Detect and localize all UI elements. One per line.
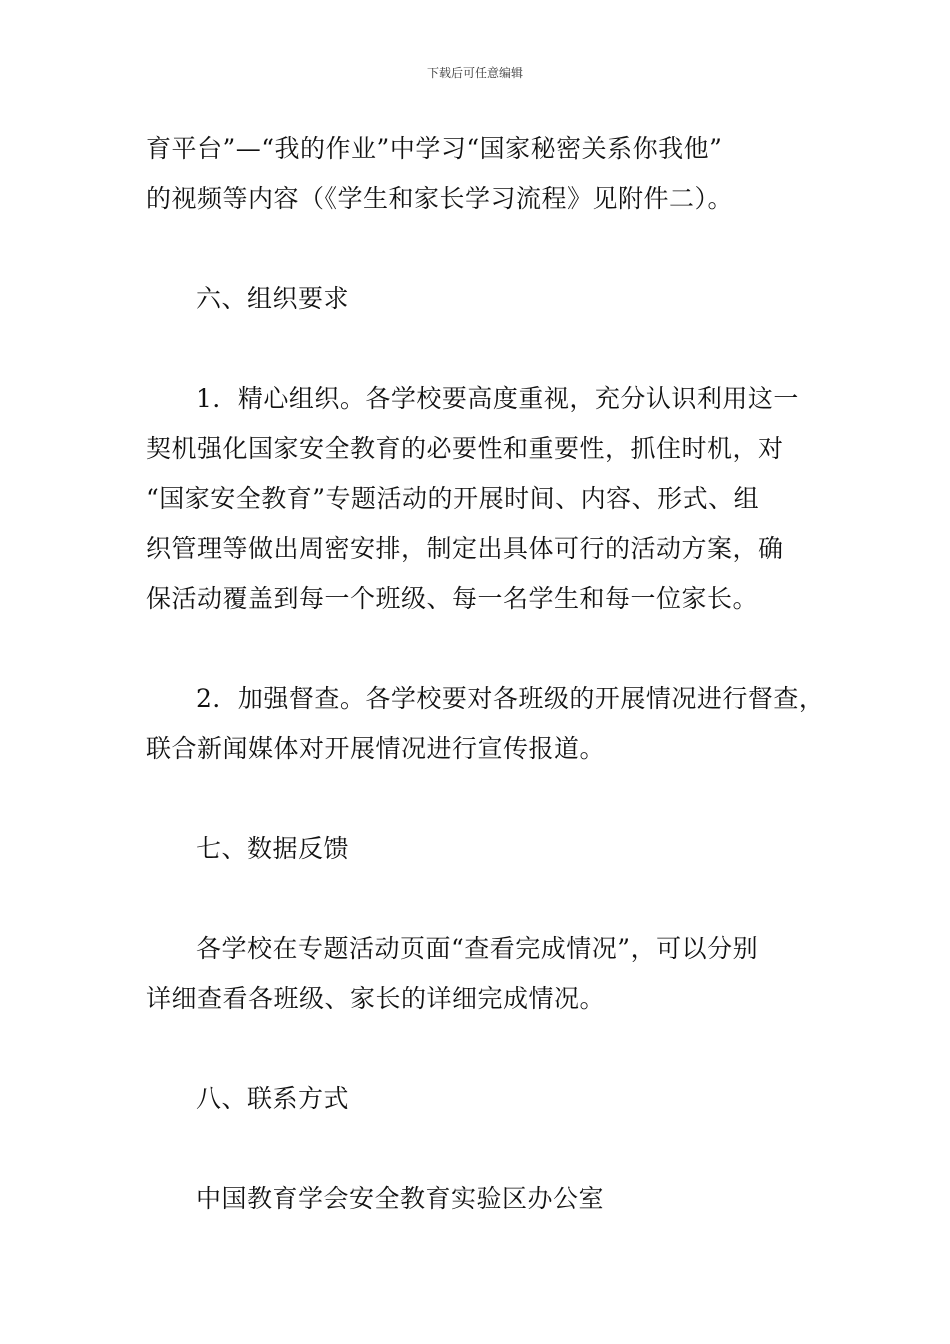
text-line: 契机强化国家安全教育的必要性和重要性，抓住时机，对 <box>146 434 784 463</box>
text-line: 详细查看各班级、家长的详细完成情况。 <box>146 984 606 1013</box>
text-line: 1．精心组织。各学校要高度重视，充分认识利用这一 <box>196 384 799 413</box>
section-heading-contact <box>146 1074 826 1124</box>
paragraph-careful-organization <box>146 374 826 624</box>
text-line: 联合新闻媒体对开展情况进行宣传报道。 <box>146 734 606 763</box>
text-line: “国家安全教育”专题活动的开展时间、内容、形式、组 <box>146 484 760 513</box>
text-line: 保活动覆盖到每一个班级、每一名学生和每一位家长。 <box>146 584 759 613</box>
paragraph-contact-office <box>146 1174 826 1224</box>
heading-text: 八、联系方式 <box>196 1084 350 1113</box>
paragraph-supervision <box>146 674 826 774</box>
text-line: 中国教育学会安全教育实验区办公室 <box>196 1184 605 1213</box>
paragraph-platform-video <box>146 124 826 224</box>
text-line: 织管理等做出周密安排，制定出具体可行的活动方案，确 <box>146 534 784 563</box>
heading-text: 六、组织要求 <box>196 284 350 313</box>
heading-text: 七、数据反馈 <box>196 834 350 863</box>
page-header: 下载后可任意编辑 <box>426 66 523 80</box>
text-line: 各学校在专题活动页面“查看完成情况”，可以分别 <box>196 934 759 963</box>
section-heading-data-feedback <box>146 824 826 874</box>
text-line: 育平台”—“我的作业”中学习“国家秘密关系你我他” <box>146 134 723 163</box>
text-line: 的视频等内容（《学生和家长学习流程》见附件二）。 <box>146 184 734 213</box>
paragraph-feedback <box>146 924 826 1024</box>
text-line: 2．加强督查。各学校要对各班级的开展情况进行督查， <box>196 684 825 713</box>
section-heading-organization <box>146 274 826 324</box>
